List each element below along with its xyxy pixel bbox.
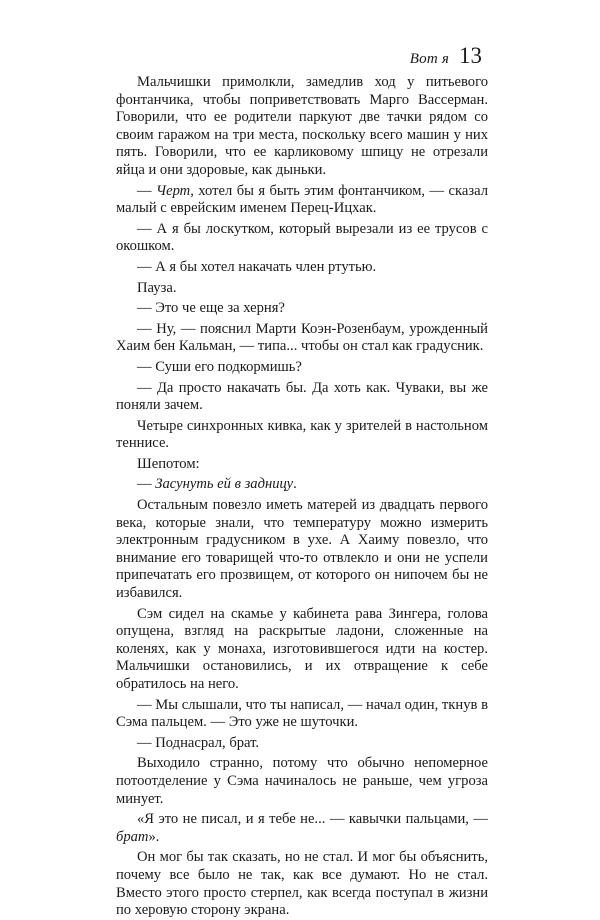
text-run: Шепотом: xyxy=(137,455,200,472)
text-run: — Поднасрал, брат. xyxy=(137,734,260,751)
page-number: 13 xyxy=(459,43,482,68)
body-text xyxy=(116,74,488,920)
paragraph xyxy=(116,280,488,298)
paragraph xyxy=(116,418,488,453)
paragraph xyxy=(116,476,488,494)
text-run: — Да просто накачать бы. Да хоть как. Чуваки, вы же поняли зачем. xyxy=(116,379,488,414)
paragraph xyxy=(116,811,488,846)
text-run: Сэм сидел на скамье у кабинета рава Зингера, голова опущена, взгляд на раскрытые ладони, сложенные на коленях, как у монаха, изготовившегося идти на костер. Мальчишки остановились, и их отвращение к себе обратилось на него. xyxy=(116,605,488,692)
paragraph xyxy=(116,755,488,808)
paragraph xyxy=(116,380,488,415)
paragraph xyxy=(116,606,488,694)
text-run: Остальным повезло иметь матерей из двадцать первого века, которые знали, что температуру можно измерить электронным градусником в ухе. А Хаиму повезло, что внимание его товарищей что-то отвлекло и они не успели припечатать его прозвищем, от которого он нипочем бы не избавился. xyxy=(116,497,488,602)
text-run: — Мы слышали, что ты написал, — начал один, ткнув в Сэма пальцем. — Это уже не шуточки. xyxy=(116,696,488,731)
italic-text: брат xyxy=(116,828,149,845)
italic-text: Черт xyxy=(156,182,191,199)
paragraph xyxy=(116,497,488,603)
text-run: — xyxy=(137,182,157,199)
paragraph xyxy=(116,321,488,356)
paragraph xyxy=(116,183,488,218)
running-head xyxy=(410,44,482,68)
paragraph xyxy=(116,221,488,256)
text-run: ». xyxy=(148,828,160,845)
text-run: . xyxy=(293,476,297,493)
paragraph xyxy=(116,259,488,277)
text-run: Выходило странно, потому что обычно непомерное потоотделение у Сэма начиналось не раньше, чем угроза минует. xyxy=(116,755,488,807)
paragraph xyxy=(116,849,488,919)
text-run: Пауза. xyxy=(137,279,177,296)
text-run: — Суши его подкормишь? xyxy=(137,358,302,375)
text-run: — А я бы хотел накачать член ртутью. xyxy=(137,258,377,275)
paragraph xyxy=(116,74,488,180)
text-run: , хотел бы я быть этим фонтанчиком, — сказал малый с еврейским именем Перец-Ицхак. xyxy=(116,182,489,217)
text-run: — Это че еще за херня? xyxy=(137,300,285,317)
paragraph xyxy=(116,300,488,318)
paragraph xyxy=(116,697,488,732)
paragraph xyxy=(116,359,488,377)
text-run: — xyxy=(137,476,156,493)
paragraph xyxy=(116,456,488,474)
running-title: Вот я xyxy=(409,51,449,67)
italic-text: Засунуть ей в задницу xyxy=(155,476,294,493)
text-run: — Ну, — пояснил Марти Коэн-Розенбаум, урожденный Хаим бен Кальман, — типа... чтобы он стал как градусник. xyxy=(116,320,488,355)
text-run: Мальчишки примолкли, замедлив ход у питьевого фонтанчика, чтобы поприветствовать Марго Вассерман. Говорили, что ее родители паркуют две тачки рядом со своим гаражом на три места, поскольку всего машин у них пять. Говорили, что ее карликовому шпицу не отрезали яйца и они здоровые, как дыньки. xyxy=(116,74,488,178)
text-run: Он мог бы так сказать, но не стал. И мог бы объяснить, почему все было не так, как все думают. Но не стал. Вместо этого просто стерпел, как всегда поступал в жизни по херовую сторону экрана. xyxy=(116,849,488,919)
text-run: «Я это не писал, и я тебе не... — кавычки пальцами, — xyxy=(137,811,488,828)
text-run: Четыре синхронных кивка, как у зрителей в настольном теннисе. xyxy=(116,417,488,452)
text-run: — А я бы лоскутком, который вырезали из ее трусов с окошком. xyxy=(116,220,488,255)
